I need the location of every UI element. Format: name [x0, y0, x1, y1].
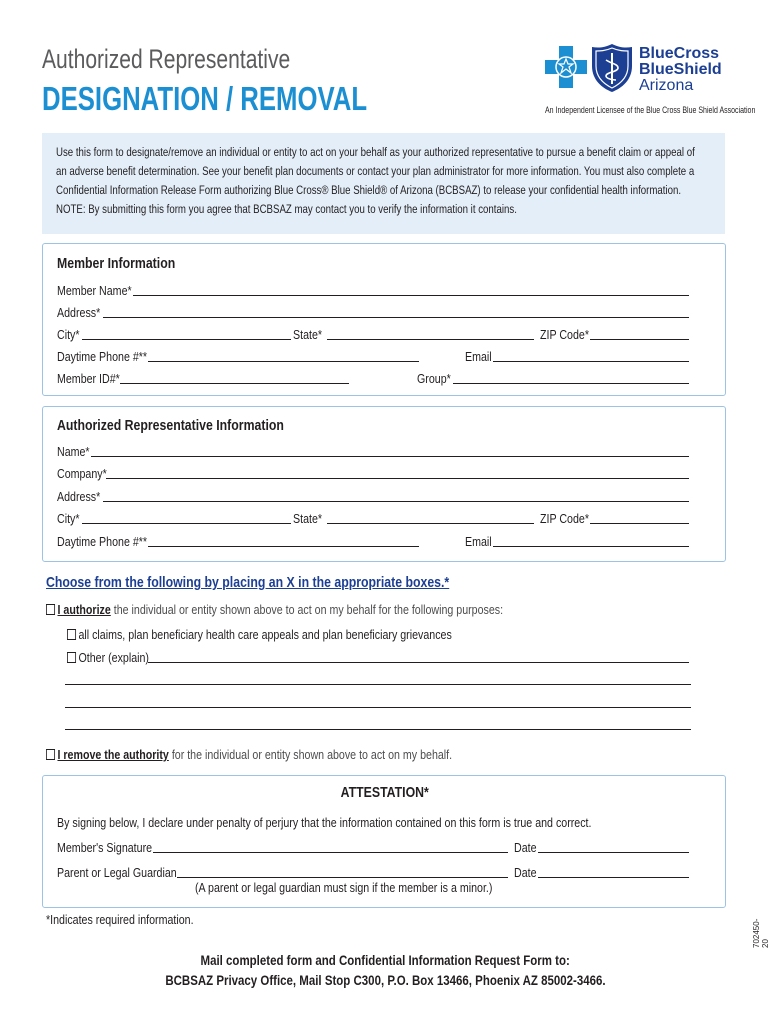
- member-info-title: Member Information: [57, 255, 176, 272]
- rep-email-field[interactable]: [493, 546, 689, 547]
- member-zip-label: ZIP Code*: [540, 327, 589, 342]
- blue-cross-icon: [545, 46, 587, 88]
- rep-state-label: State*: [293, 511, 323, 526]
- intro-text: Use this form to designate/remove an individual or entity to act on your behalf as your authorized representative to pursue a benefit claim or appeal of an adverse benefit determination. See your benefit plan documents or contact your plan administrator for more information. You must also complete a Confidential Information Release Form authorizing Blue Cross® Blue Shield® of Arizona (BCBSAZ) to release your confidential health information. NOTE: By submitting this form you agree that BCBSAZ may contact you to verify the information it contains.: [56, 145, 695, 216]
- guardian-date-field[interactable]: [538, 877, 689, 878]
- licensee-note: An Independent Licensee of the Blue Cross Blue Shield Association: [545, 105, 756, 115]
- other-explain-line-3[interactable]: [65, 707, 691, 708]
- member-group-field[interactable]: [453, 383, 689, 384]
- authorize-checkbox[interactable]: [46, 604, 55, 615]
- member-phone-field[interactable]: [148, 361, 419, 362]
- required-footnote: *Indicates required information.: [46, 912, 194, 927]
- other-row: [67, 650, 149, 665]
- member-phone-label: Daytime Phone #**: [57, 349, 148, 364]
- other-checkbox[interactable]: [67, 652, 76, 663]
- choose-title: Choose from the following by placing an X in the appropriate boxes.*: [46, 574, 450, 591]
- authorize-bold: I authorize: [57, 602, 111, 617]
- member-date-label: Date: [514, 840, 537, 855]
- blue-shield-icon: [592, 44, 632, 92]
- rep-company-label: Company*: [57, 466, 107, 481]
- brand-line1: BlueCross: [639, 45, 720, 62]
- rep-address-label: Address*: [57, 489, 101, 504]
- attestation-title: ATTESTATION*: [340, 784, 429, 801]
- member-group-label: Group*: [417, 371, 451, 386]
- member-id-field[interactable]: [120, 383, 349, 384]
- remove-checkbox[interactable]: [46, 749, 55, 760]
- member-state-label: State*: [293, 327, 323, 342]
- all-claims-text: all claims, plan beneficiary health care appeals and plan beneficiary grievances: [78, 627, 452, 642]
- remove-row: [46, 747, 452, 762]
- guardian-signature-field[interactable]: [177, 877, 508, 878]
- rep-info-title: Authorized Representative Information: [57, 417, 284, 434]
- all-claims-checkbox[interactable]: [67, 629, 76, 640]
- member-date-field[interactable]: [538, 852, 689, 853]
- attestation-title-wrap: [42, 784, 727, 802]
- brand-line2: BlueShield: [639, 61, 722, 78]
- other-explain-line-4[interactable]: [65, 729, 691, 730]
- mail-line2: BCBSAZ Privacy Office, Mail Stop C300, P.O. Box 13466, Phoenix AZ 85002-3466.: [164, 972, 606, 988]
- form-title-line2: DESIGNATION / REMOVAL: [42, 80, 368, 117]
- rep-phone-field[interactable]: [148, 546, 419, 547]
- member-name-field[interactable]: [133, 295, 689, 296]
- brand-line3: Arizona: [639, 77, 694, 94]
- rep-city-field[interactable]: [82, 523, 291, 524]
- rep-zip-field[interactable]: [590, 523, 689, 524]
- rep-address-field[interactable]: [103, 501, 689, 502]
- attestation-statement: By signing below, I declare under penalty of perjury that the information contained on this form is true and correct.: [57, 815, 592, 830]
- member-id-label: Member ID#*: [57, 371, 120, 386]
- form-number: 702450-20: [752, 918, 770, 948]
- mail-instructions: [0, 950, 770, 990]
- member-address-label: Address*: [57, 305, 101, 320]
- member-state-field[interactable]: [327, 339, 534, 340]
- rep-email-label: Email: [465, 534, 492, 549]
- intro-box: [42, 133, 725, 234]
- rep-company-field[interactable]: [106, 478, 689, 479]
- guardian-signature-label: Parent or Legal Guardian: [57, 865, 177, 880]
- rep-phone-label: Daytime Phone #**: [57, 534, 148, 549]
- other-text: Other (explain): [78, 650, 149, 665]
- guardian-date-label: Date: [514, 865, 537, 880]
- rep-city-label: City*: [57, 511, 80, 526]
- remove-bold: I remove the authority: [57, 747, 169, 762]
- member-zip-field[interactable]: [590, 339, 689, 340]
- authorize-text: the individual or entity shown above to act on my behalf for the following purposes:: [113, 602, 504, 617]
- member-email-label: Email: [465, 349, 492, 364]
- guardian-note: (A parent or legal guardian must sign if the member is a minor.): [195, 880, 493, 895]
- member-name-label: Member Name*: [57, 283, 132, 298]
- member-city-field[interactable]: [82, 339, 291, 340]
- brand-name: [639, 46, 722, 94]
- member-city-label: City*: [57, 327, 80, 342]
- member-address-field[interactable]: [103, 317, 689, 318]
- member-signature-field[interactable]: [153, 852, 508, 853]
- authorize-row: [46, 602, 503, 617]
- rep-name-field[interactable]: [91, 456, 689, 457]
- mail-line1: Mail completed form and Confidential Information Request Form to:: [200, 952, 570, 968]
- rep-state-field[interactable]: [327, 523, 534, 524]
- remove-text: for the individual or entity shown above to act on my behalf.: [171, 747, 453, 762]
- member-signature-label: Member's Signature: [57, 840, 153, 855]
- all-claims-row: [67, 627, 452, 642]
- other-explain-field[interactable]: [148, 662, 689, 663]
- member-email-field[interactable]: [493, 361, 689, 362]
- other-explain-line-2[interactable]: [65, 684, 691, 685]
- rep-zip-label: ZIP Code*: [540, 511, 589, 526]
- rep-name-label: Name*: [57, 444, 90, 459]
- form-title-line1: Authorized Representative: [42, 44, 291, 74]
